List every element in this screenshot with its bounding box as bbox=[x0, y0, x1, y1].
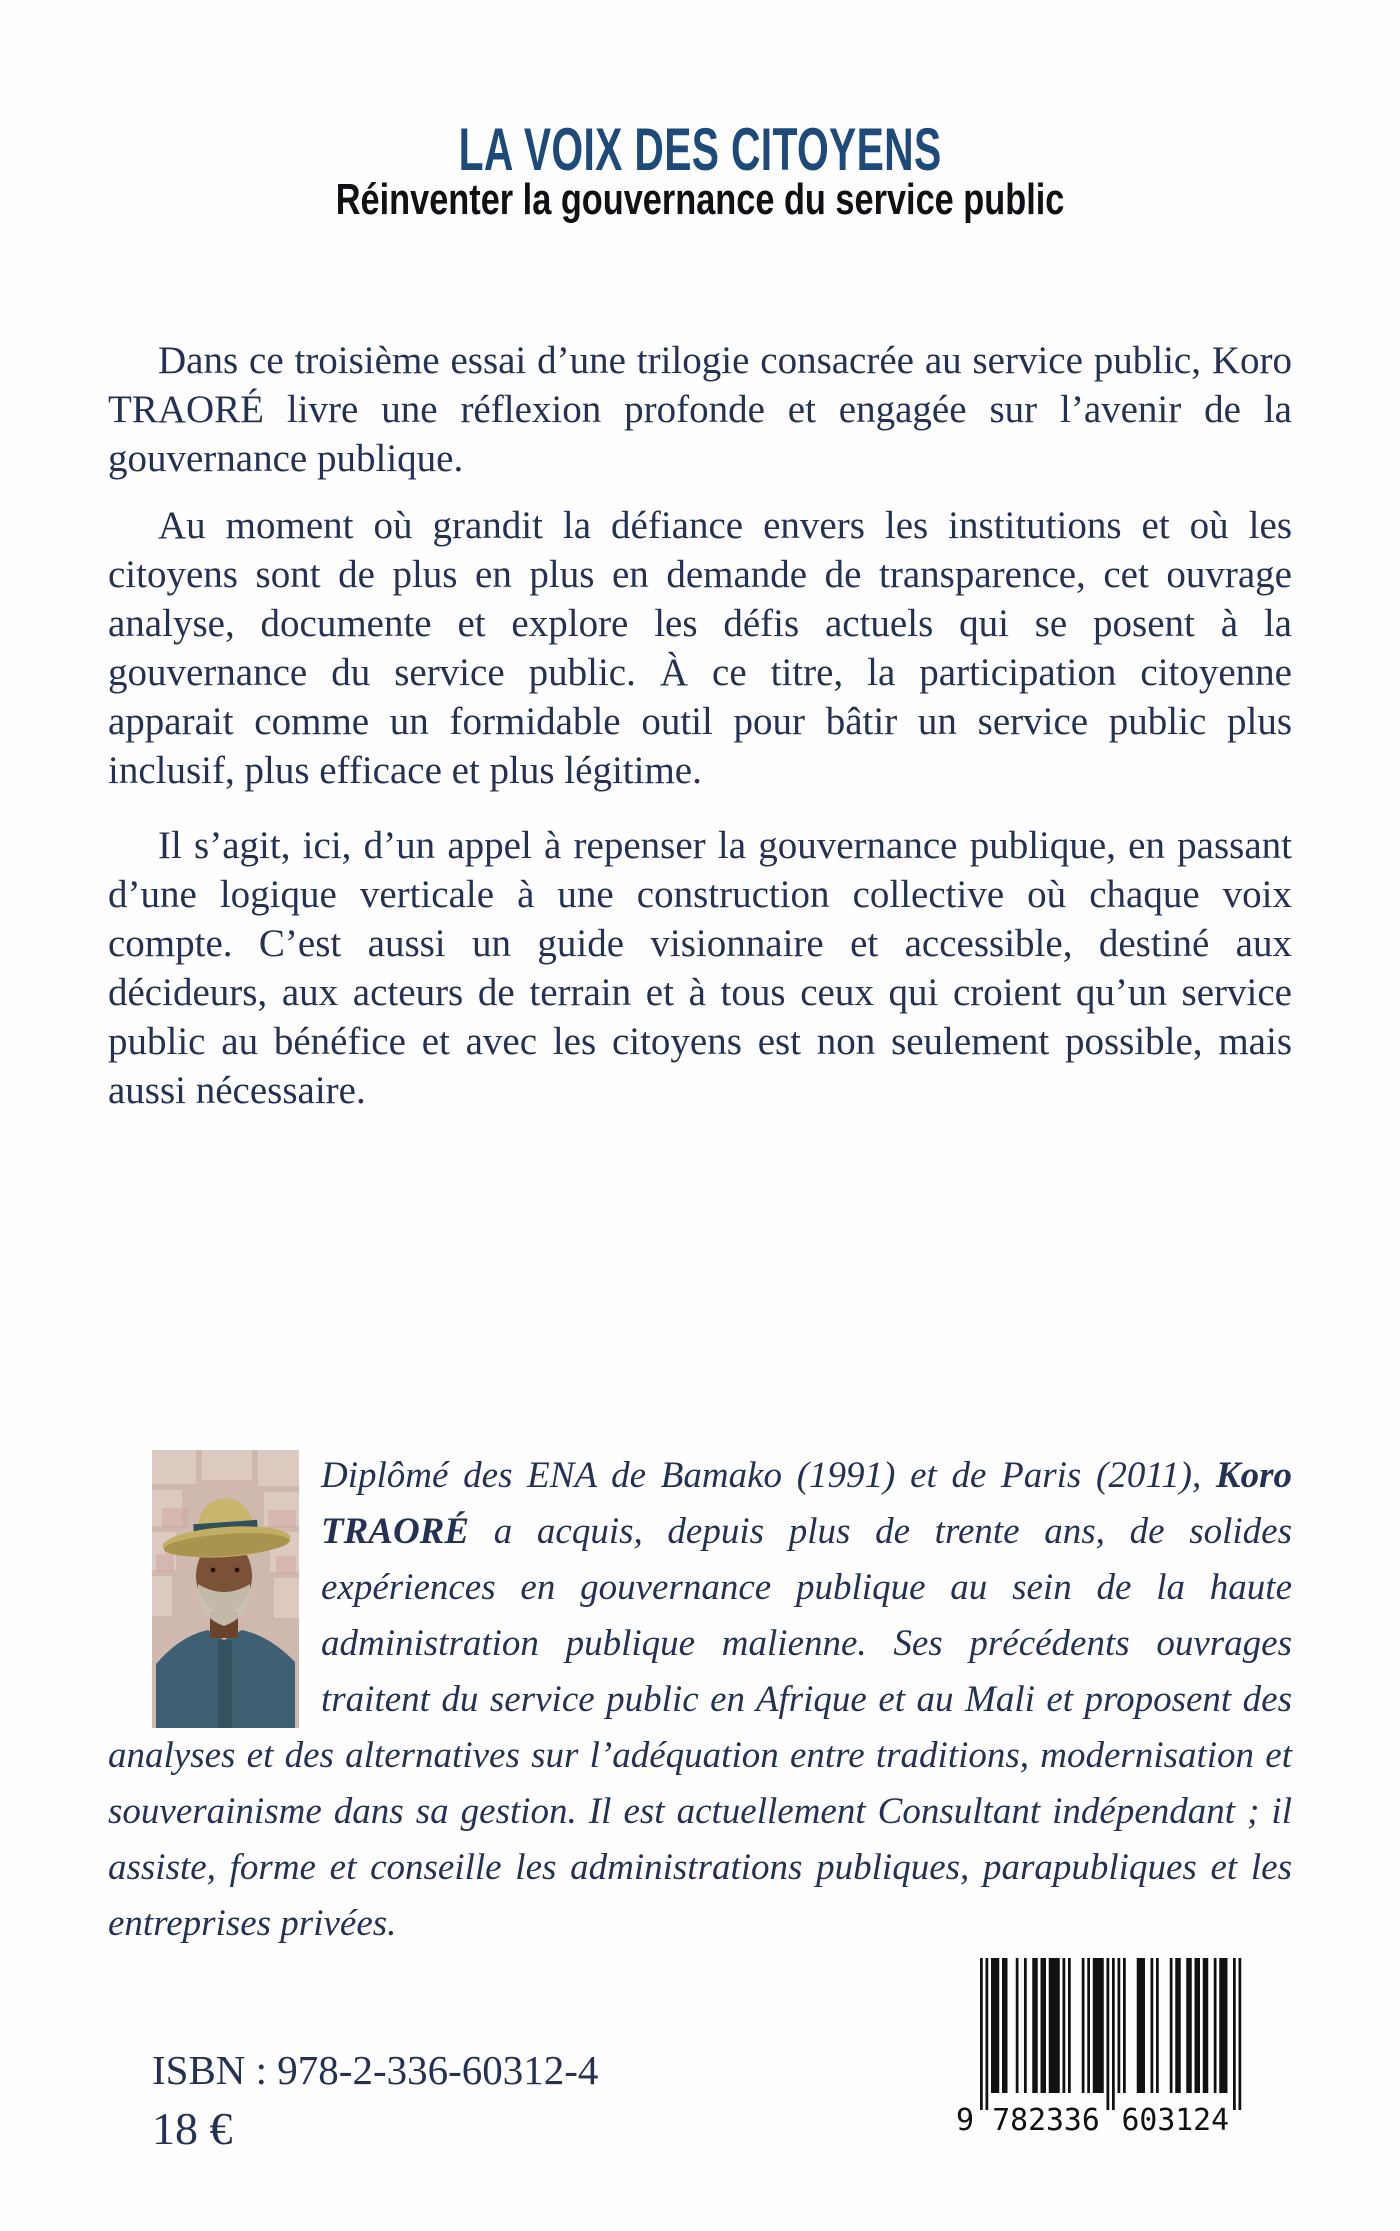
barcode-bar bbox=[1032, 1958, 1038, 2093]
barcode-bar bbox=[1093, 1958, 1104, 2093]
barcode-bar bbox=[1151, 1958, 1154, 2093]
synopsis-paragraph-3: Il s’agit, ici, d’un appel à repenser la gouvernance publique, en passant d’une logique verticale à une construction collective où chaque voix compte. C’est aussi un guide visionnaire et accessible, destiné aux décideurs, aux acteurs de terrain et à tous ceux qui croient qu’un service public au bénéfice et avec les citoyens est non seulement possible, mais aussi nécessaire. bbox=[108, 824, 1292, 1112]
author-name: Koro TRAORÉ bbox=[321, 1455, 1292, 1552]
barcode-digits: 9 bbox=[956, 2103, 975, 2134]
barcode-bar bbox=[1016, 1958, 1019, 2093]
book-subtitle: Réinventer la gouvernance du service public bbox=[335, 175, 1065, 224]
barcode-bar bbox=[1087, 1958, 1090, 2093]
barcode-bar bbox=[1233, 1958, 1236, 2110]
barcode-bar bbox=[1219, 1958, 1227, 2093]
synopsis-paragraph-2: Au moment où grandit la défiance envers les institutions et où les citoyens sont de plus en plus en demande de transparence, cet ouvrage analyse, documente et explore les défis actuels qui se posent à la gouvernance du service public. À ce titre, la participation citoyenne apparait comme un formidable outil pour bâtir un service public plus inclusif, plus efficace et plus légitime. bbox=[108, 504, 1292, 792]
price-text: 18 € bbox=[152, 2103, 233, 2154]
author-photo bbox=[152, 1450, 299, 1728]
barcode-bar bbox=[1214, 1958, 1217, 2093]
barcode-bar bbox=[1041, 1958, 1047, 2093]
barcode-bar bbox=[1170, 1958, 1173, 2093]
barcode-bar bbox=[1112, 1958, 1115, 2110]
synopsis-paragraph-1: Dans ce troisième essai d’une trilogie consacrée au service public, Koro TRAORÉ livre une réflexion profonde et engagée sur l’avenir de la gouvernance publique. bbox=[108, 339, 1292, 480]
barcode-bar bbox=[1156, 1958, 1159, 2093]
barcode-bar bbox=[980, 1958, 983, 2110]
bio-text-part1: Diplômé des ENA de Bamako (1991) et de Paris (2011), bbox=[321, 1455, 1216, 1496]
barcode-digits: 603124 bbox=[1121, 2103, 1229, 2134]
barcode-bar bbox=[1175, 1958, 1181, 2093]
subtitle-row bbox=[0, 177, 1400, 223]
book-title: LA VOIX DES CITOYENS bbox=[458, 116, 942, 183]
barcode-bar bbox=[1203, 1958, 1209, 2093]
barcode-bar bbox=[1002, 1958, 1008, 2093]
barcode-bar bbox=[1068, 1958, 1071, 2093]
barcode-bar bbox=[1239, 1958, 1242, 2110]
synopsis-block bbox=[108, 336, 1292, 1115]
barcode-bar bbox=[1107, 1958, 1110, 2110]
barcode-bar bbox=[1063, 1958, 1066, 2093]
title-row bbox=[0, 118, 1400, 181]
author-bio-block bbox=[108, 1448, 1292, 1952]
barcode-bar bbox=[1118, 1958, 1121, 2093]
bio-text-part2: a acquis, depuis plus de trente ans, de solides expériences en gouvernance publique au sein de la haute administration publique malienne. Ses précédents ouvrages traitent du service public en Afrique et au Mali et proposent des analyses et des alternatives sur l’adéquation entre traditions, modernisation et souverainisme dans sa gestion. Il est actuellement Consultant indépendant ; il assiste, forme et conseille les administrations publiques, parapubliques et les entreprises privées. bbox=[108, 1511, 1292, 1944]
barcode-bar bbox=[1049, 1958, 1060, 2093]
barcode-bar bbox=[1082, 1958, 1085, 2093]
barcode-digits: 782336 bbox=[992, 2103, 1100, 2134]
barcode-bar bbox=[1195, 1958, 1201, 2093]
isbn-text: ISBN : 978-2-336-60312-4 bbox=[152, 2047, 599, 2093]
barcode-bar bbox=[1186, 1958, 1192, 2093]
barcode-bar bbox=[1123, 1958, 1126, 2093]
ean13-barcode bbox=[950, 1958, 1250, 2134]
barcode-bar bbox=[1024, 1958, 1027, 2093]
barcode-bar bbox=[991, 1958, 999, 2093]
barcode-bar bbox=[1137, 1958, 1145, 2093]
barcode-bar bbox=[986, 1958, 989, 2110]
photo-shirt-placket bbox=[218, 1640, 232, 1728]
